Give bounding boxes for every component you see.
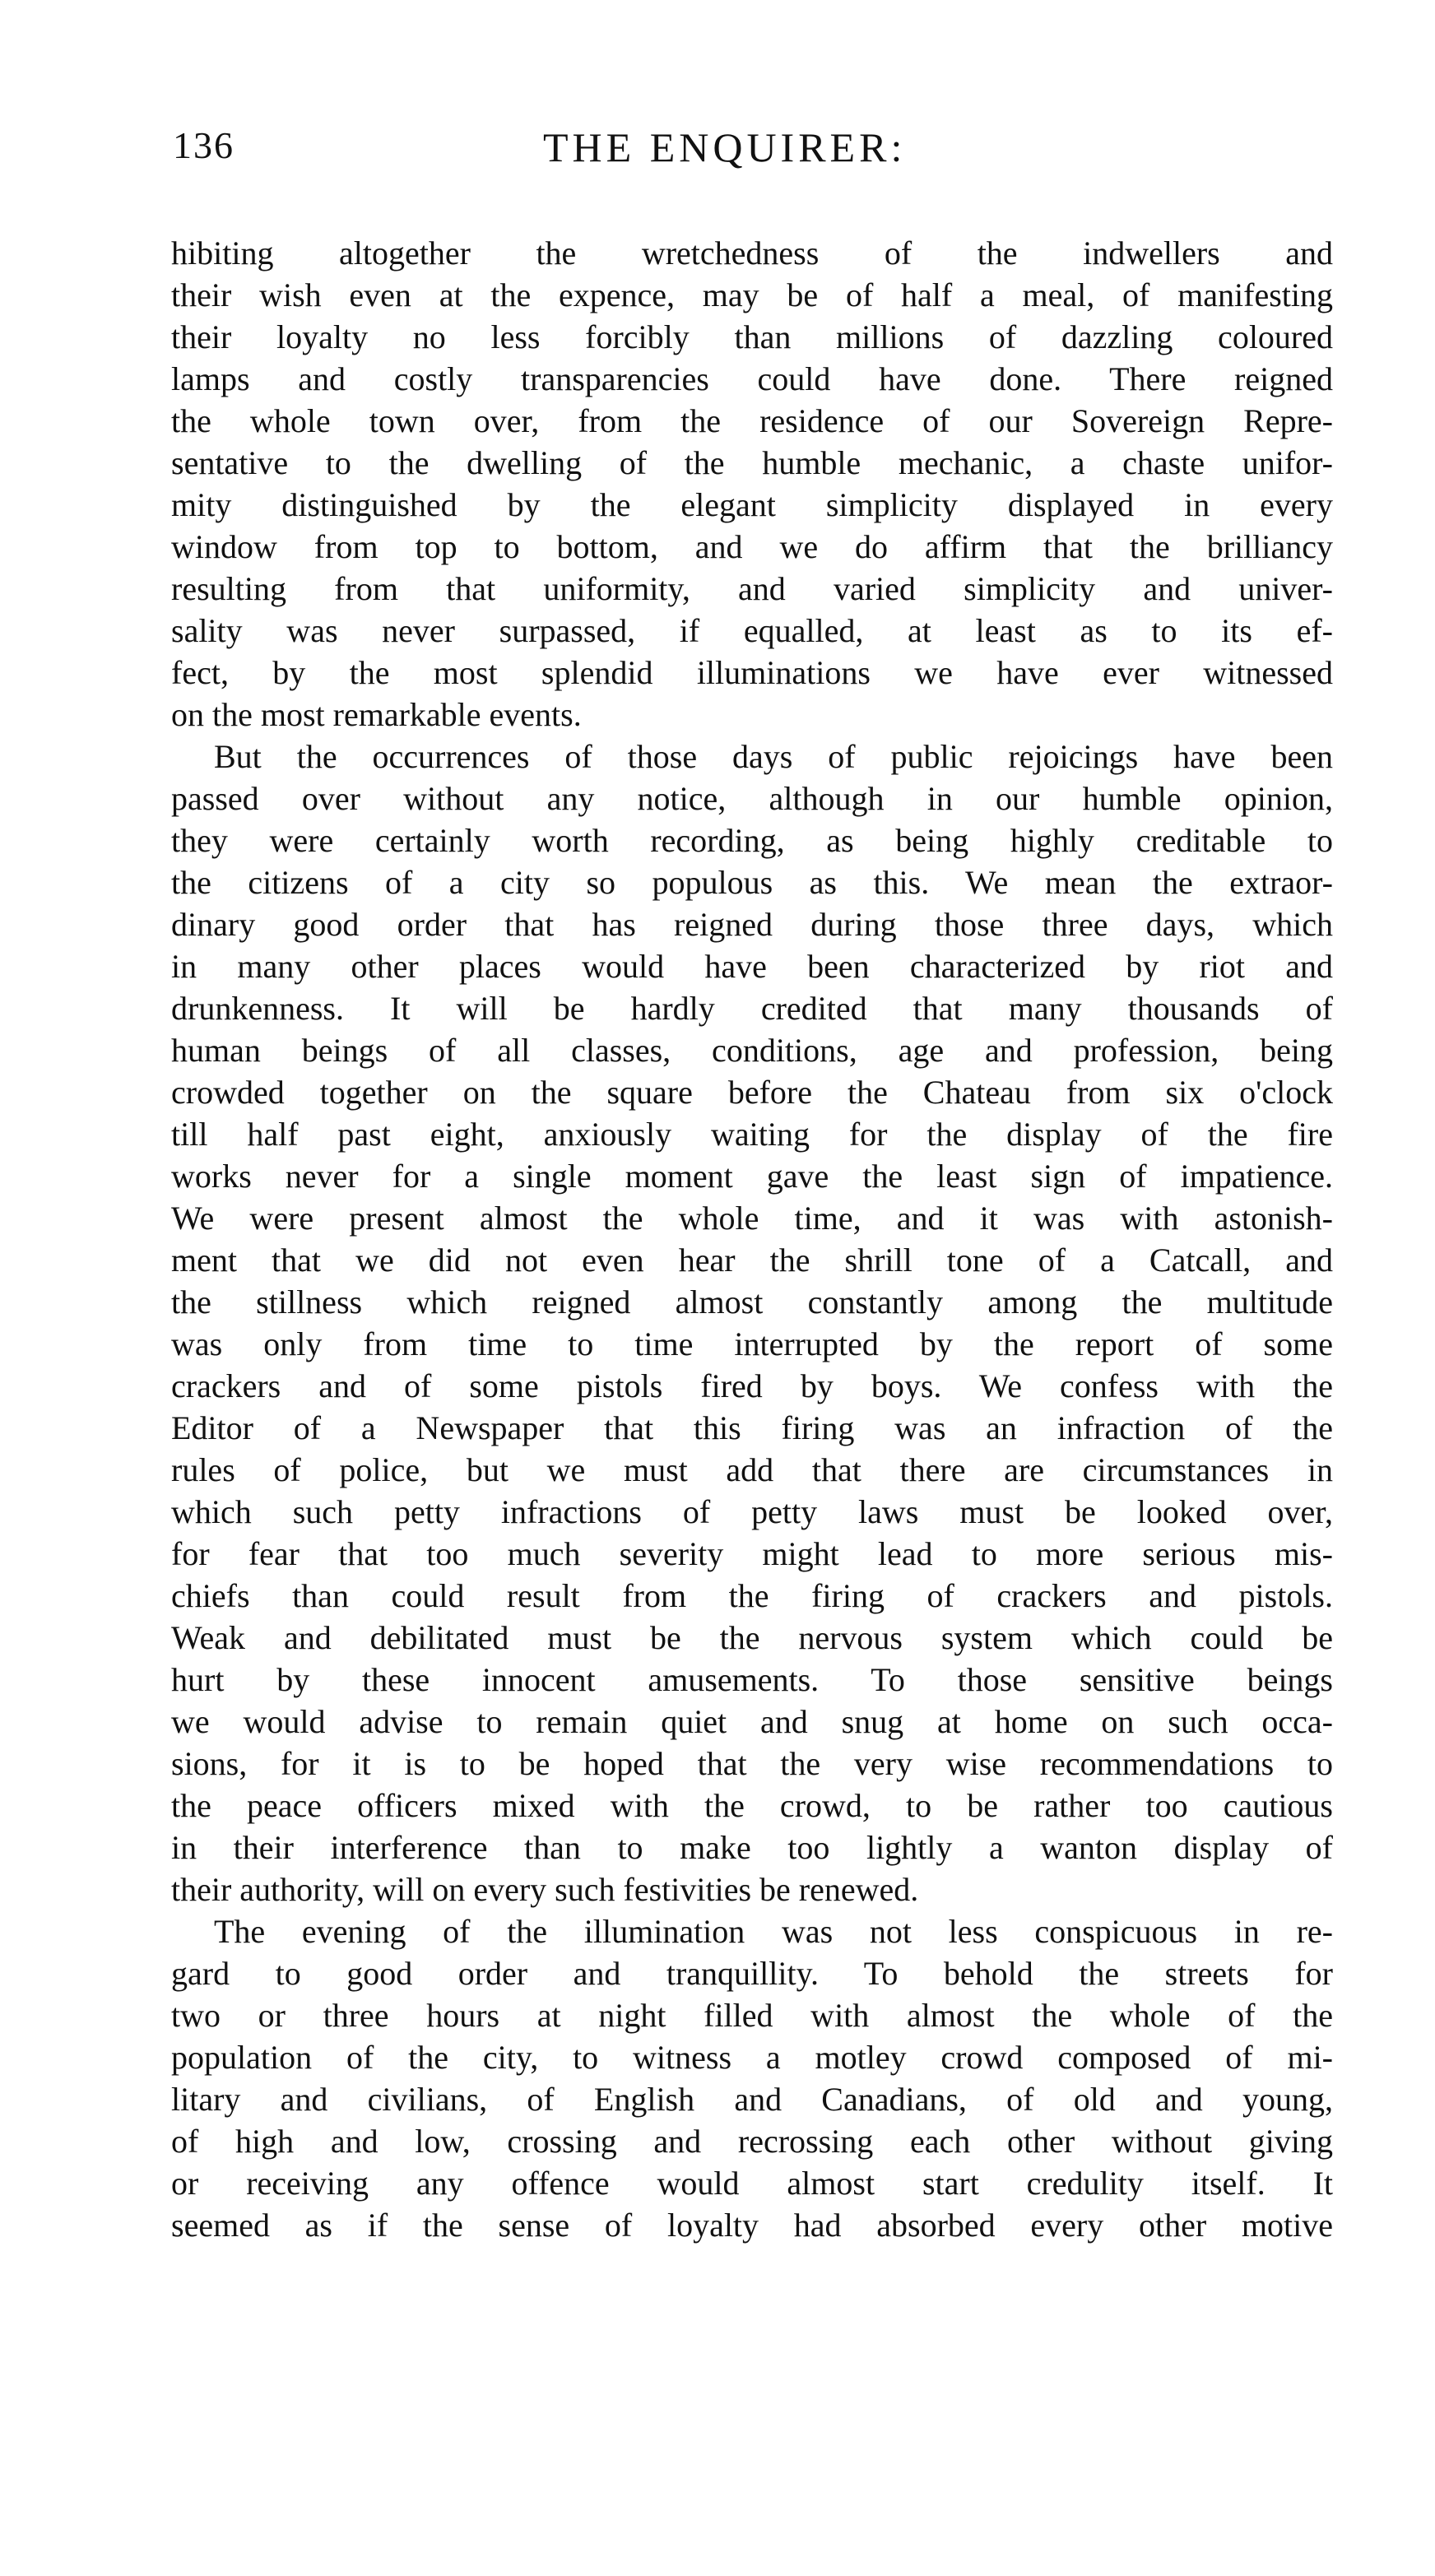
text-line: or receiving any offence would almost start credulity itself. It <box>171 2165 1333 2202</box>
text-line: ment that we did not even hear the shrill tone of a Catcall, and <box>171 1242 1333 1279</box>
page-number: 136 <box>173 124 235 166</box>
text-line: their wish even at the expence, may be of half a meal, of manifesting <box>171 276 1333 313</box>
text-line: which such petty infractions of petty laws must be looked over, <box>171 1493 1333 1530</box>
text-line: lamps and costly transparencies could have done. There reigned <box>171 360 1333 397</box>
text-line: crowded together on the square before the Chateau from six o'clock <box>171 1074 1333 1111</box>
text-line: in many other places would have been characterized by riot and <box>171 948 1333 985</box>
text-line: gard to good order and tranquillity. To behold the streets for <box>171 1955 1333 1992</box>
paragraph <box>171 1910 1333 2246</box>
text-line: of high and low, crossing and recrossing each other without giving <box>171 2123 1333 2160</box>
text-line: human beings of all classes, conditions, age and profession, being <box>171 1032 1333 1069</box>
text-line: chiefs than could result from the firing of crackers and pistols. <box>171 1577 1333 1614</box>
text-line: for fear that too much severity might lead to more serious mis- <box>171 1535 1333 1572</box>
text-line: the stillness which reigned almost constantly among the multitude <box>171 1283 1333 1320</box>
text-line: passed over without any notice, although in our humble opinion, <box>171 780 1333 817</box>
text-line: sions, for it is to be hoped that the very wise recommendations to <box>171 1745 1333 1782</box>
text-line: seemed as if the sense of loyalty had absorbed every other motive <box>171 2207 1333 2244</box>
text-line: population of the city, to witness a motley crowd composed of mi- <box>171 2039 1333 2076</box>
text-line: sality was never surpassed, if equalled, at least as to its ef- <box>171 612 1333 649</box>
running-title: THE ENQUIRER: <box>543 124 907 170</box>
text-line: dinary good order that has reigned during those three days, which <box>171 906 1333 943</box>
text-line: But the occurrences of those days of public rejoicings have been <box>214 738 1333 775</box>
text-line: sentative to the dwelling of the humble mechanic, a chaste unifor- <box>171 444 1333 481</box>
text-line: drunkenness. It will be hardly credited that many thousands of <box>171 990 1333 1027</box>
paragraph <box>171 232 1333 736</box>
text-line: The evening of the illumination was not less conspicuous in re- <box>214 1913 1333 1950</box>
paragraph <box>171 736 1333 1910</box>
text-line: in their interference than to make too lightly a wanton display of <box>171 1829 1333 1866</box>
text-line: their loyalty no less forcibly than millions of dazzling coloured <box>171 318 1333 355</box>
text-line: resulting from that uniformity, and varied simplicity and univer- <box>171 570 1333 607</box>
text-line: hurt by these innocent amusements. To those sensitive beings <box>171 1661 1333 1698</box>
text-line: on the most remarkable events. <box>171 696 582 733</box>
text-line: till half past eight, anxiously waiting for the display of the fire <box>171 1116 1333 1153</box>
text-line: crackers and of some pistols fired by boys. We confess with the <box>171 1367 1333 1404</box>
text-line: was only from time to time interrupted by the report of some <box>171 1325 1333 1362</box>
text-line: mity distinguished by the elegant simplicity displayed in every <box>171 486 1333 523</box>
text-line: rules of police, but we must add that there are circumstances in <box>171 1451 1333 1488</box>
text-line: works never for a single moment gave the least sign of impatience. <box>171 1158 1333 1195</box>
text-line: Weak and debilitated must be the nervous system which could be <box>171 1619 1333 1656</box>
text-line: they were certainly worth recording, as being highly creditable to <box>171 822 1333 859</box>
text-line: the whole town over, from the residence of our Sovereign Repre- <box>171 402 1333 439</box>
text-line: their authority, will on every such festivities be renewed. <box>171 1871 919 1908</box>
text-line: fect, by the most splendid illuminations we have ever witnessed <box>171 654 1333 691</box>
text-line: the peace officers mixed with the crowd, to be rather too cautious <box>171 1787 1333 1824</box>
text-line: litary and civilians, of English and Canadians, of old and young, <box>171 2081 1333 2118</box>
text-line: window from top to bottom, and we do affirm that the brilliancy <box>171 528 1333 565</box>
text-line: hibiting altogether the wretchedness of the indwellers and <box>171 234 1333 272</box>
body-text <box>171 232 1333 2246</box>
text-line: we would advise to remain quiet and snug at home on such occa- <box>171 1703 1333 1740</box>
running-head <box>173 123 1325 181</box>
text-line: We were present almost the whole time, and it was with astonish- <box>171 1200 1333 1237</box>
text-line: the citizens of a city so populous as this. We mean the extraor- <box>171 864 1333 901</box>
text-line: Editor of a Newspaper that this firing was an infraction of the <box>171 1409 1333 1446</box>
text-line: two or three hours at night filled with almost the whole of the <box>171 1997 1333 2034</box>
